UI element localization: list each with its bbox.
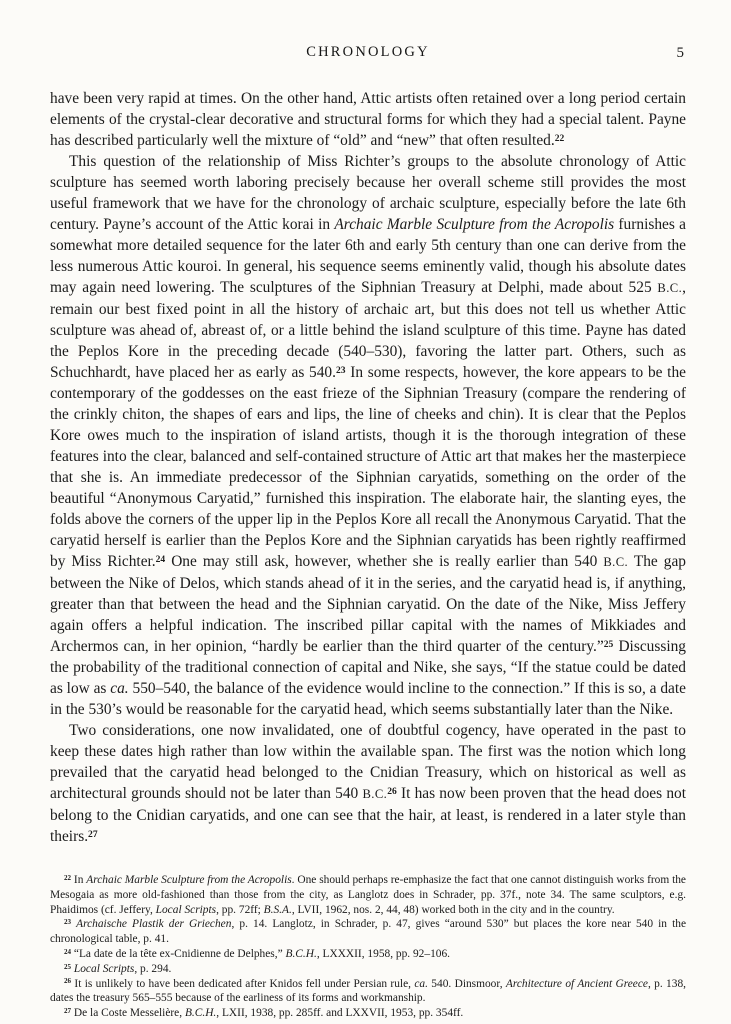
page-number: 5 (676, 45, 684, 61)
footnote-ref: 27 (88, 828, 98, 840)
text-run: B.C. (657, 281, 683, 295)
text-run: , pp. 72ff; (216, 903, 264, 916)
text-run: B.C. (603, 555, 629, 569)
text-run: One may still ask, however, whether she is really earlier than 540 (165, 553, 604, 570)
text-run: Architecture of Ancient Greece (505, 977, 648, 990)
footnotes-section (50, 873, 686, 1021)
text-run: Two considerations, one now invalidated, one of doubtful cogency, have operated in the past to keep these dates high rather than low within the available span. The first was the notion which long prevailed that the caryatid head belonged to the Cnidian Treasury, which on historical as well as architectural grounds should not be later than 540 (50, 722, 686, 802)
text-run: In (73, 874, 87, 886)
text-run: Local Scripts (73, 962, 135, 975)
footnote-marker: 26 (64, 977, 72, 986)
footnote-marker: 25 (64, 962, 72, 971)
text-run: Archaic Marble Sculpture from the Acropolis (86, 874, 292, 886)
text-run: , p. 14. Langlotz, in Schrader, p. 47, gives “around 530” but places the kore near 540 in the chronological table, p. 41. (50, 918, 687, 946)
footnote-ref: 23 (335, 364, 346, 376)
text-run: , LXXXII, 1958, pp. 92–106. (316, 947, 451, 960)
text-run: 540. Dinsmoor, (427, 977, 506, 990)
text-run: , p. 294. (134, 962, 172, 975)
text-run: ca. (110, 680, 129, 697)
footnote-marker: 23 (64, 918, 72, 927)
text-run: , LVII, 1962, nos. 2, 44, 48) worked both in the city and in the country. (291, 903, 615, 916)
paragraph (50, 720, 686, 847)
text-run: . One should perhaps re-emphasize the fact that one cannot distinguish works from the Mesogaia as more old-fashioned than those from the city, as Langlotz does in Schrader, pp. 37f., note 34. The same sculptors, e.g. Phaidimos (cf. Jeffery, (50, 874, 686, 916)
text-run: have been very rapid at times. On the other hand, Attic artists often retained over a long period certain elements of the crystal-clear decorative and structural forms for which they had a special talent. Payne has described particularly well the mixture of “old” and “new” that often resulted. (50, 90, 686, 149)
text-run: B.C.H. (285, 947, 317, 960)
footnote-marker: 27 (64, 1007, 72, 1015)
footnote (50, 977, 686, 1007)
text-run: B.C.H. (184, 1007, 217, 1020)
text-run: Archaic Marble Sculpture from the Acropolis (334, 216, 615, 233)
footnote (50, 873, 686, 917)
text-run: , LXII, 1938, pp. 285ff. and LXXVII, 1953, pp. 354ff. (216, 1007, 464, 1020)
paragraph (50, 151, 686, 720)
text-run: De la Coste Messelière, (73, 1007, 185, 1020)
text-run: B.S.A. (263, 903, 292, 916)
text-run: , p. 138, dates the treasury 565–555 because of the earliness of its forms and workmanship. (50, 977, 686, 1005)
footnote (50, 947, 686, 962)
body-text (50, 88, 686, 847)
chapter-title: CHRONOLOGY (306, 44, 430, 60)
text-run: Local Scripts (155, 903, 217, 916)
text-run: This question of the relationship of Miss Richter’s groups to the absolute chronology of Attic sculpture has seemed worth laboring precisely because her overall scheme still provides the most useful framework that we have for the chronology of archaic sculpture, especially before the late 6th century. Payne’s account of the Attic korai in (50, 153, 686, 233)
footnote-marker: 24 (64, 947, 72, 956)
footnote-ref: 24 (155, 553, 166, 565)
footnote (50, 962, 686, 977)
text-run: B.C. (362, 787, 388, 801)
text-run: , remain our best fixed point in all the history of archaic art, but this does not tell us whether Attic sculpture was ahead of, abreast of, or a little behind the island sculpture of this time. Payne has dated the Peplos Kore in the preceding decade (540–530), favoring the latter part. Others, such as Schuchhardt, have placed her as early as 540. (50, 279, 686, 381)
text-run: “La date de la tête ex-Cnidienne de Delphes,” (73, 947, 286, 960)
footnote-ref: 25 (603, 638, 614, 650)
text-run: In some respects, however, the kore appears to be the contemporary of the goddesses on the east frieze of the Siphnian Treasury (compare the rendering of the crinkly chiton, the shapes of ears and lips, the line of cheeks and chin). It is clear that the Peplos Kore owes much to the inspiration of island artists, though it is the thorough integration of these features into the clear, balanced and self-contained structure of Attic art that makes her the masterpiece that she is. An immediate predecessor of the Siphnian caryatids, something on the order of the beautiful “Anonymous Caryatid,” furnished this inspiration. The elaborate hair, the slanting eyes, the folds above the corners of the upper lip in the Peplos Kore all recall the Anonymous Caryatid. That the caryatid herself is earlier than the Peplos Kore and the Siphnian caryatids has been rightly reaffirmed by Miss Richter. (50, 364, 686, 570)
text-run: The gap between the Nike of Delos, which stands ahead of it in the series, and the caryatid head is, if anything, greater than that between the head and the Siphnian caryatid. On the date of the Nike, Miss Jeffery again offers a helpful indication. The inscribed pillar capital with the names of Mikkiades and Archermos can, in her opinion, “hardly be earlier than the third quarter of the century.” (50, 553, 686, 655)
text-run: 550–540, the balance of the evidence would incline to the connection.” If this is so, a date in the 530’s would be reasonable for the caryatid head, which seems substantially later than the Nike. (50, 680, 686, 718)
text-run: furnishes a somewhat more detailed sequence for the later 6th and early 5th century than one can derive from the less numerous Attic kouroi. In general, his sequence seems eminently valid, though his absolute dates may again need lowering. The sculptures of the Siphnian Treasury at Delphi, made about 525 (50, 216, 687, 296)
text-run: It has now been proven that the head does not belong to the Cnidian caryatids, and one can see that the hair, at least, is rendered in a later style than theirs. (50, 785, 686, 845)
footnote-ref: 22 (554, 132, 565, 144)
text-run: It is unlikely to have been dedicated after Knidos fell under Persian rule, (74, 977, 415, 990)
footnote (50, 1006, 686, 1021)
paragraph (50, 88, 686, 151)
running-head (50, 44, 686, 64)
text-run: ca. (414, 977, 428, 990)
footnote-ref: 26 (387, 785, 397, 797)
footnote (50, 917, 686, 947)
text-run: Discussing the probability of the traditional connection of capital and Nike, she says, “If the statue could be dated as low as (50, 638, 686, 697)
footnote-marker: 22 (64, 873, 72, 882)
text-run: Archaische Plastik der Griechen (76, 918, 232, 931)
